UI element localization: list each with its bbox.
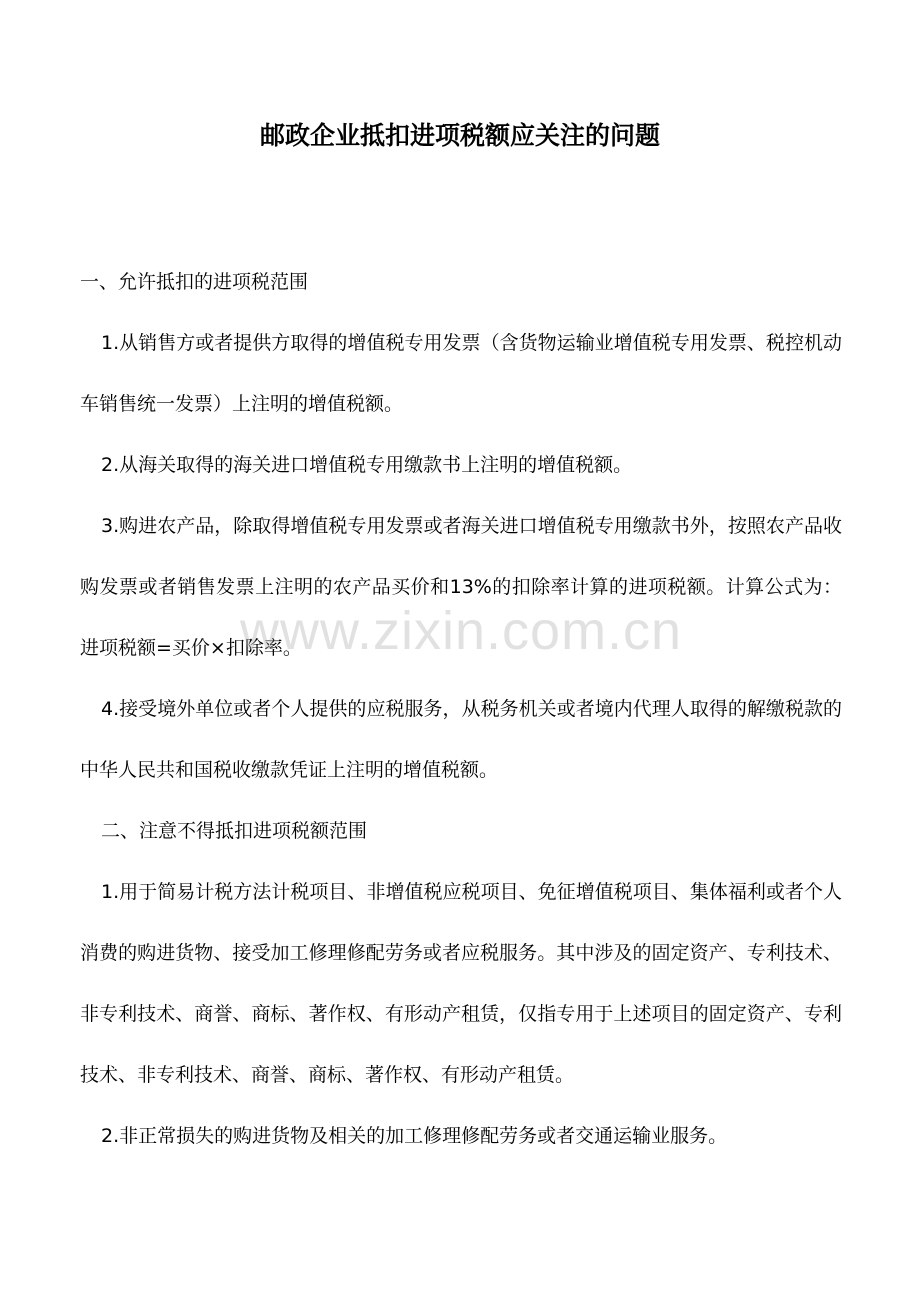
paragraph-non-deductible-1: 1.用于简易计税方法计税项目、非增值税应税项目、免征增值税项目、集体福利或者个人消费的购进货物、接受加工修理修配劳务或者应税服务。其中涉及的固定资产、专利技术、非专利技术、商誉、商标、著作权、有形动产租赁，仅指专用于上述项目的固定资产、专利技术、非专利技术、商誉、商标、著作权、有形动产租赁。 (80, 881, 842, 1086)
section-heading-allowed-input-tax: 一、允许抵扣的进项税范围 (80, 271, 309, 293)
section-heading-non-deductible: 二、注意不得抵扣进项税额范围 (101, 820, 368, 842)
paragraph-item-2: 2.从海关取得的海关进口增值税专用缴款书上注明的增值税额。 (101, 454, 633, 476)
document-body (80, 252, 842, 1167)
document-title: 邮政企业抵扣进项税额应关注的问题 (259, 121, 660, 150)
paragraph-item-1: 1.从销售方或者提供方取得的增值税专用发票（含货物运输业增值税专用发票、税控机动车销售统一发票）上注明的增值税额。 (80, 332, 842, 415)
paragraph-item-3: 3.购进农产品，除取得增值税专用发票或者海关进口增值税专用缴款书外，按照农产品收购发票或者销售发票上注明的农产品买价和13%的扣除率计算的进项税额。计算公式为：进项税额=买价×扣除率。 (80, 515, 842, 659)
paragraph-non-deductible-2: 2.非正常损失的购进货物及相关的加工修理修配劳务或者交通运输业服务。 (101, 1125, 728, 1147)
watermark-text: www.zixin.com.cn (240, 601, 683, 661)
paragraph-item-4: 4.接受境外单位或者个人提供的应税服务，从税务机关或者境内代理人取得的解缴税款的中华人民共和国税收缴款凭证上注明的增值税额。 (80, 698, 842, 781)
